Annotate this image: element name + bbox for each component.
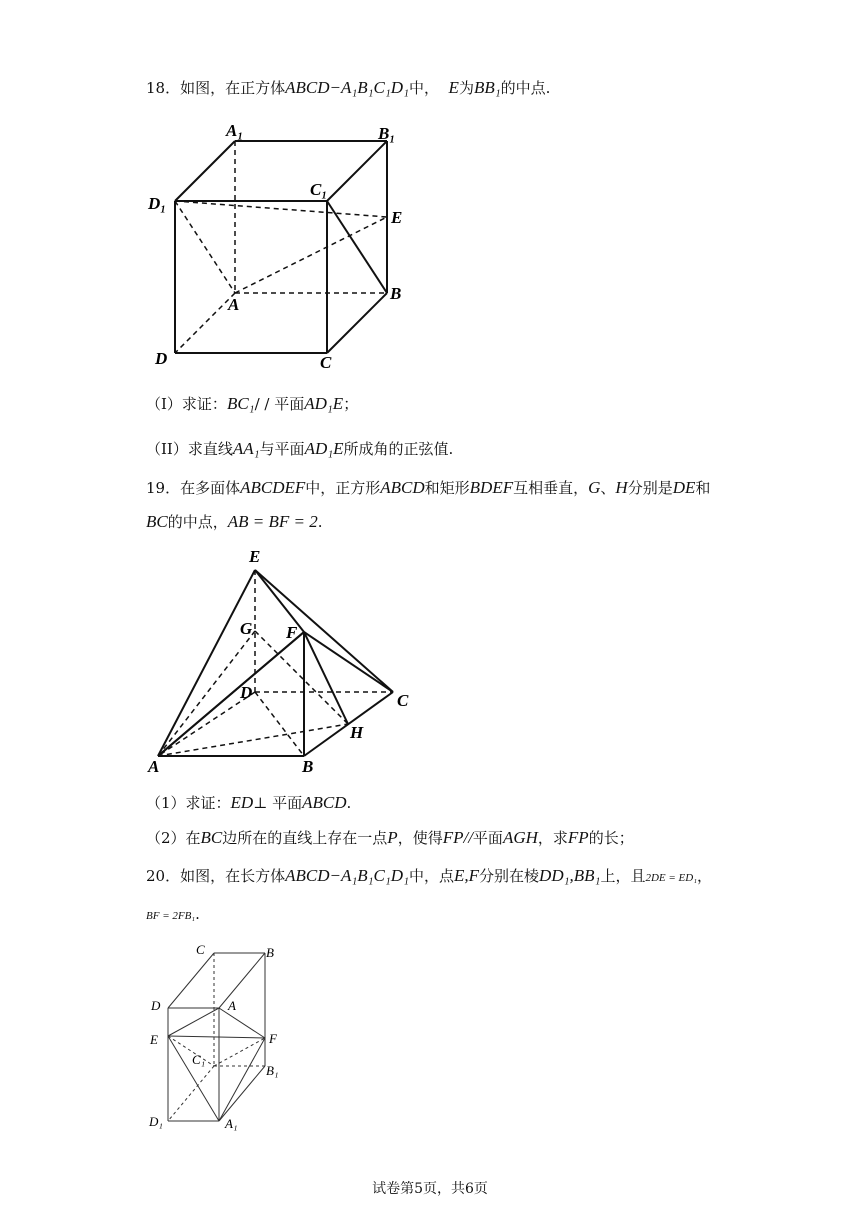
label-a: A [228,998,236,1013]
q20-l1f: DD₁,BB₁ [539,866,601,885]
label-g: G [240,619,253,638]
label-b: B [390,284,402,303]
label-b1: B₁ [266,1063,279,1078]
q20-l1c: 中，点 [408,867,454,885]
q19-l1h: G [588,478,601,497]
q20-l1b: ABCD−A₁B₁C₁D₁ [285,866,409,885]
q19-l1g: 互相垂直， [513,479,589,497]
q20-l1e: 分别在棱 [479,867,540,885]
label-f: F [286,623,298,642]
q18-part2-prefix: （II）求直线 [146,440,233,458]
q20-statement-line2 [146,904,200,926]
q19-l1m: 和 [695,479,711,497]
q20-l1d: E,F [454,866,480,885]
q18-part1-end: ； [343,395,359,413]
label-e: E [391,208,403,227]
q19-l1d: ABCD [380,478,425,497]
q19-l1k: 分别是 [627,479,673,497]
label-b1: B₁ [378,124,396,143]
label-d1: D₁ [148,194,167,213]
q18-part2-mid: 与平面 [259,440,305,458]
q19-part2-p: P [387,828,398,847]
q19-part2-agh: AGH [502,828,538,847]
page-footer: 试卷第5页，共6页 [372,1181,488,1197]
q19-part2-bc: BC [200,828,223,847]
q18-edge-bb1: BB₁ [473,78,501,97]
q19-l1l: DE [672,478,696,497]
q18-part2 [146,439,453,459]
q18-is: 为 [458,79,474,97]
q18-end: 的中点. [500,79,551,97]
q18-mid: 中， [408,79,439,97]
q20-l1h: 2DE = ED₁ [645,872,698,884]
q18-point-e: E [448,78,459,97]
q19-l1i: 、 [600,479,616,497]
q20-l2b: . [195,905,200,923]
label-a1: A₁ [225,1116,238,1131]
q18-part1-bc1: BC₁ [226,394,255,413]
q20-l1a: 20．如图，在长方体 [146,867,286,885]
q19-statement-line1 [146,478,710,498]
q18-part2-end: 所成角的正弦值. [343,440,454,458]
label-e: E [249,548,261,566]
figure-18-cube [140,118,420,378]
q19-statement-line2 [146,512,323,532]
q19-l1a: 19．在多面体 [146,479,241,497]
q19-part1-prefix: （1）求证： [146,794,231,812]
q20-statement-line1 [146,866,712,888]
q20-l2a: BF = 2FB₁ [146,910,196,922]
label-c: C [320,353,332,372]
q19-l2b: 的中点， [167,513,228,531]
q19-part1 [146,793,351,813]
q19-l2a: BC [146,512,168,531]
q19-part2-c: ，使得 [397,829,443,847]
q19-l2d: . [317,513,323,531]
q19-part2-b: 边所在的直线上存在一点 [222,829,388,847]
q19-part2-fp2: FP [567,828,589,847]
q19-l1b: ABCDEF [240,478,306,497]
q19-l2c: AB = BF = 2 [227,512,318,531]
q20-l1i: ， [697,867,713,885]
q19-part1-ed: ED [230,793,254,812]
q18-statement [146,78,550,98]
label-d1: D₁ [149,1114,163,1129]
label-c1: C₁ [192,1052,206,1067]
figure-19-polyhedron [140,548,430,778]
label-d: D [240,683,253,702]
q18-part1-plane: AD₁E [304,394,344,413]
label-d: D [155,349,168,368]
q19-l1c: 中，正方形 [305,479,381,497]
label-h: H [350,723,364,742]
q18-solid: ABCD−A₁B₁C₁D₁ [285,78,409,97]
q18-part1-prefix: （I）求证： [146,395,227,413]
label-c: C [397,691,409,710]
q19-part2 [146,828,634,848]
q19-part1-plane: ABCD [302,793,347,812]
label-b: B [302,757,314,776]
q19-part2-e: ，求 [537,829,568,847]
q19-part2-a: （2）在 [146,829,201,847]
q18-part2-aa1: AA₁ [232,439,260,458]
figure-20-cuboid [144,938,294,1138]
label-a1: A₁ [226,121,244,140]
label-c: C [196,942,205,957]
q19-l1f: BDEF [469,478,514,497]
q20-l1g: 上，且 [600,867,646,885]
label-c1: C₁ [310,180,328,199]
q19-part1-mid: ⊥ 平面 [253,794,303,812]
q19-part2-fp: FP// [442,828,473,847]
label-d: D [151,998,161,1013]
q19-part1-end: . [346,794,352,812]
q18-part1-mid: / / 平面 [254,395,305,413]
q18-part1 [146,394,358,414]
q19-part2-d: 平面 [472,829,503,847]
q18-part2-plane: AD₁E [304,439,344,458]
q19-part2-f: 的长； [588,829,634,847]
q19-l1e: 和矩形 [424,479,470,497]
q19-l1j: H [615,478,628,497]
label-b: B [266,945,274,960]
q18-head: 18．如图，在正方体 [146,79,286,97]
label-a: A [228,295,240,314]
label-e: E [150,1032,158,1047]
label-a: A [148,757,160,776]
label-f: F [269,1031,277,1046]
